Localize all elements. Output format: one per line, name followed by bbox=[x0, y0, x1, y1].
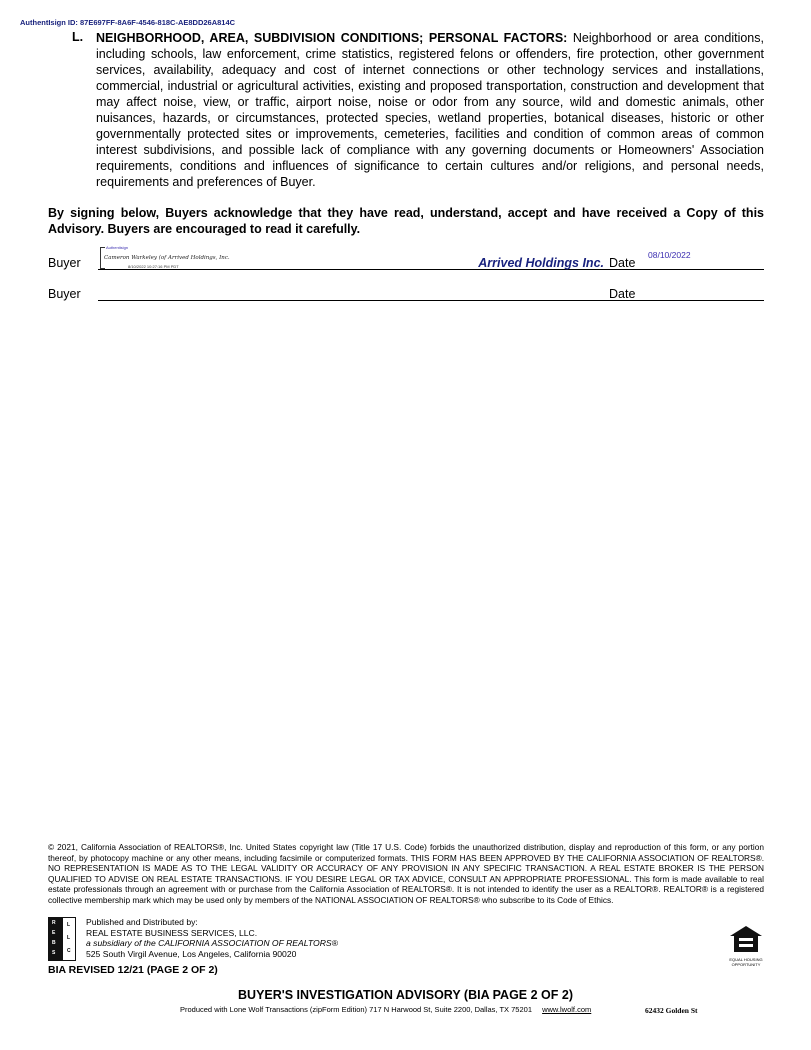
rebs-logo bbox=[48, 917, 76, 961]
acknowledgement-text: By signing below, Buyers acknowledge that they have read, understand, accept and have received a Copy of this Advisory. Buyers are encouraged to read it carefully. bbox=[48, 206, 764, 236]
copyright-notice: © 2021, California Association of REALTORS®, Inc. United States copyright law (Title 17 U.S. Code) forbids the unauthorized distribution, display and reproduction of this form, or any portion thereof, by photocopy machine or any other means, including facsimile or computerized formats. THIS FORM HAS BEEN APPROVED BY THE CALIFORNIA ASSOCIATION OF REALTORS®. NO REPRESENTATION IS MADE AS TO THE LEGAL VALIDITY OR ACCURACY OF ANY PROVISION IN ANY SPECIFIC TRANSACTION. A REAL ESTATE BROKER IS THE PERSON QUALIFIED TO ADVISE ON REAL ESTATE TRANSACTIONS. IF YOU DESIRE LEGAL OR TAX ADVICE, CONSULT AN APPROPRIATE PROFESSIONAL. This form is made available to real estate professionals through an agreement with or purchase from the California Association of REALTORS®. It is not intended to identify the user as a REALTOR®. REALTOR® is a registered collective membership mark which may be used only by members of the NATIONAL ASSOCIATION OF REALTORS® who subscribe to its Code of Ethics. bbox=[48, 842, 764, 905]
buyer-label: Buyer bbox=[48, 287, 81, 301]
section-letter: L. bbox=[72, 30, 84, 44]
handwritten-signature: Cameron Warkeley (of Arrived Holdings, Inc. bbox=[104, 255, 230, 261]
section-l bbox=[48, 30, 764, 190]
stamp-brand: Authentisign bbox=[106, 245, 129, 250]
logo-letter: L bbox=[67, 922, 71, 928]
publisher-line-2: REAL ESTATE BUSINESS SERVICES, LLC. bbox=[86, 927, 258, 938]
buyer-signature-line[interactable] bbox=[98, 282, 654, 301]
authentisign-id: AuthentIsign ID: 87E697FF-8A6F-4546-818C-AE8DD26A814C bbox=[20, 18, 236, 27]
logo-letter: B bbox=[52, 940, 56, 946]
section-paragraph bbox=[96, 30, 764, 190]
lwolf-link[interactable]: www.lwolf.com bbox=[542, 1005, 592, 1014]
logo-letter: E bbox=[52, 930, 56, 936]
revision-label: BIA REVISED 12/21 (PAGE 2 OF 2) bbox=[48, 964, 218, 976]
logo-letter: C bbox=[67, 948, 71, 954]
footer-title: BUYER'S INVESTIGATION ADVISORY (BIA PAGE 2 OF 2) bbox=[238, 988, 573, 1002]
date-value: 08/10/2022 bbox=[648, 250, 691, 260]
buyer-signature-row-2 bbox=[48, 281, 764, 303]
buyer-label: Buyer bbox=[48, 256, 81, 270]
buyer-signature-row-1 bbox=[48, 245, 764, 272]
publisher-block bbox=[48, 917, 764, 967]
publisher-line-4: 525 South Virgil Avenue, Los Angeles, California 90020 bbox=[86, 948, 297, 959]
stamp-timestamp: 8/10/2022 10:27:16 PM PDT bbox=[128, 264, 179, 269]
buyer-company: Arrived Holdings Inc. bbox=[478, 256, 604, 270]
publisher-line-1: Published and Distributed by: bbox=[86, 917, 198, 927]
date-label: Date bbox=[609, 256, 636, 270]
section-heading: NEIGHBORHOOD, AREA, SUBDIVISION CONDITIONS; PERSONAL FACTORS: bbox=[96, 31, 568, 45]
produced-with bbox=[180, 1005, 591, 1014]
logo-letter: S bbox=[52, 950, 56, 956]
logo-letter: L bbox=[67, 935, 71, 941]
logo-letter: R bbox=[52, 920, 56, 926]
publisher-line-3: a subsidiary of the CALIFORNIA ASSOCIATION OF REALTORS® bbox=[86, 938, 338, 949]
property-address: 62432 Golden St bbox=[645, 1006, 698, 1015]
publisher-text bbox=[86, 917, 338, 959]
section-body: Neighborhood or area conditions, including schools, law enforcement, crime statistics, registered felons or offenders, fire protection, other government services, availability, adequacy and cost of internet connections or other technology services and installations, commercial, industrial or agricultural activities, existing and proposed transportation, construction and development that may affect noise, view, or traffic, airport noise, noise or odor from any source, wild and domestic animals, other nuisances, hazards, or circumstances, protected species, wetland properties, botanical diseases, historic or other governmentally protected sites or improvements, cemeteries, facilities and condition of common areas of common interest subdivisions, and possible lack of compliance with any governing documents or Homeowners' Association requirements, conditions and influences of significance to certain cultures and/or religions, and personal needs, requirements and preferences of Buyer. bbox=[96, 31, 764, 189]
date-line[interactable] bbox=[640, 282, 764, 301]
equal-housing-caption: EQUAL HOUSING OPPORTUNITY bbox=[729, 957, 763, 967]
date-line[interactable] bbox=[640, 251, 764, 270]
date-label: Date bbox=[609, 287, 636, 301]
authentisign-stamp bbox=[100, 245, 230, 269]
equal-housing-icon bbox=[729, 925, 763, 953]
equal-housing-logo bbox=[728, 925, 764, 967]
produced-text: Produced with Lone Wolf Transactions (zipForm Edition) 717 N Harwood St, Suite 2200, Dallas, TX 75201 bbox=[180, 1005, 532, 1014]
